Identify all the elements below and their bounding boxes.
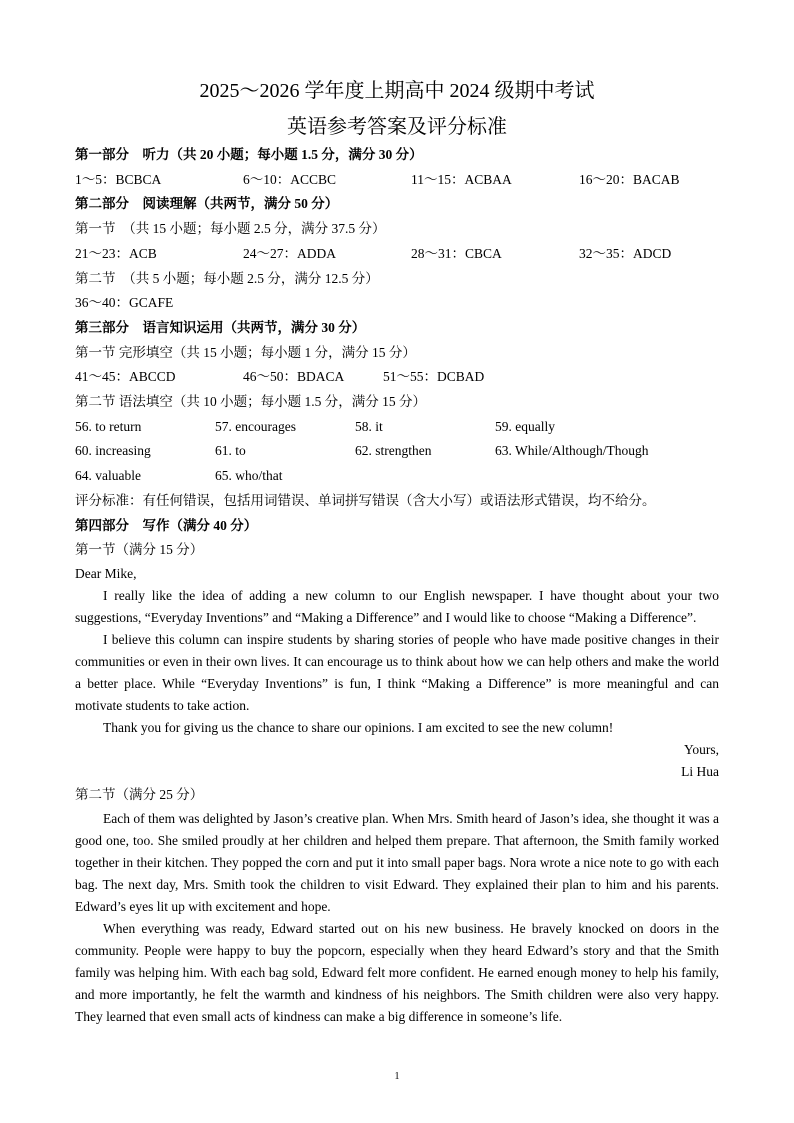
page-subtitle: 英语参考答案及评分标准 (287, 116, 507, 138)
answer-group: 16～20：BACAB (579, 171, 680, 187)
grammar-answer: 59. equally (495, 418, 555, 434)
part1-answers (75, 168, 719, 193)
part3-answers1 (75, 365, 719, 390)
answer-group: 51～55：DCBAD (383, 369, 485, 385)
answer-sheet (75, 76, 719, 1028)
grammar-row (75, 439, 719, 464)
grammar-row (75, 464, 719, 489)
part3-section1: 第一节 完形填空（共 15 小题；每小题 1 分，满分 15 分） (75, 344, 416, 360)
story-paragraph: Each of them was delighted by Jason’s creative plan. When Mrs. Smith heard of Jason’s idea, she thought it was a good one, too. She smiled proudly at her children and helped them prepare. That afternoon, the Smith family worked together in their kitchen. They popped the corn and put it into small paper bags. Nora wrote a nice note to go with each bag. The next day, Mrs. Smith took the children to visit Edward. They explained their plan to him and his parents. Edward’s eyes lit up with excitement and hope. (75, 810, 719, 914)
answer-group: 6～10：ACCBC (243, 171, 337, 187)
letter-paragraph: I really like the idea of adding a new column to our English newspaper. I have thought about your two suggestions, “Everyday Inventions” and “Making a Difference” and I would like to choose “Making a Difference”. (75, 587, 719, 625)
letter-closing: Yours, (683, 741, 719, 757)
grammar-answer: 58. it (355, 418, 383, 434)
grammar-answer: 60. increasing (75, 443, 151, 459)
letter-paragraph: I believe this column can inspire students by sharing stories of people who have made positive changes in their communities or even in their own lives. It can encourage us to think about how we can help others and make the world a better place. While “Everyday Inventions” is fun, I think “Making a Difference” is more meaningful and can motivate students to take action. (75, 631, 719, 713)
answer-group: 11～15：ACBAA (411, 171, 512, 187)
part3-heading: 第三部分 语言知识运用（共两节，满分 30 分） (75, 319, 366, 335)
part1-heading: 第一部分 听力（共 20 小题；每小题 1.5 分，满分 30 分） (75, 147, 423, 162)
part2-section2: 第二节 （共 5 小题；每小题 2.5 分，满分 12.5 分） (75, 270, 379, 286)
answer-group: 32～35：ADCD (579, 245, 672, 261)
grammar-answer: 63. While/Although/Though (495, 443, 649, 459)
part4-heading: 第四部分 写作（满分 40 分） (75, 517, 258, 533)
answer-group: 41～45：ABCCD (75, 369, 176, 385)
grammar-row (75, 415, 719, 440)
letter-signature: Li Hua (681, 763, 719, 779)
page-number: 1 (394, 1071, 400, 1082)
answer-group: 1～5：BCBCA (75, 171, 162, 187)
part4-section1: 第一节（满分 15 分） (75, 542, 204, 558)
answer-group: 28～31：CBCA (411, 245, 502, 261)
part2-answers1 (75, 242, 719, 267)
part4-section2: 第二节（满分 25 分） (75, 786, 204, 802)
letter-salutation: Dear Mike, (75, 565, 137, 581)
answer-group: 21～23：ACB (75, 245, 157, 261)
letter-paragraph: Thank you for giving us the chance to share our opinions. I am excited to see the new column! (103, 719, 614, 735)
grammar-answer: 64. valuable (75, 468, 141, 484)
grammar-answer: 56. to return (75, 418, 142, 434)
part2-answers2: 36～40：GCAFE (75, 295, 174, 311)
answer-group: 24～27：ADDA (243, 245, 336, 261)
page-title: 2025～2026 学年度上期高中 2024 级期中考试 (199, 80, 595, 102)
part3-section2: 第二节 语法填空（共 10 小题；每小题 1.5 分，满分 15 分） (75, 394, 426, 410)
grammar-answer: 57. encourages (215, 418, 296, 434)
grading-criteria: 评分标准：有任何错误，包括用词错误、单词拼写错误（含大小写）或语法形式错误，均不给分。 (75, 492, 656, 508)
story-paragraph: When everything was ready, Edward started out on his new business. He bravely knocked on doors in the community. People were happy to buy the popcorn, especially when they heard Edward’s story and that the Smith family was helping him. With each bag sold, Edward felt more confident. He earned enough money to help his family, and more importantly, he felt the warmth and kindness of his neighbors. The Smith children were also very happy. They learned that even small acts of kindness can make a big difference in someone’s life. (75, 920, 719, 1024)
grammar-answer: 65. who/that (215, 468, 283, 484)
part2-section1: 第一节 （共 15 小题；每小题 2.5 分，满分 37.5 分） (75, 221, 386, 237)
grammar-answer: 61. to (215, 443, 246, 459)
grammar-answer: 62. strengthen (355, 443, 432, 459)
part2-heading: 第二部分 阅读理解（共两节，满分 50 分） (75, 196, 339, 212)
answer-group: 46～50：BDACA (243, 369, 345, 385)
